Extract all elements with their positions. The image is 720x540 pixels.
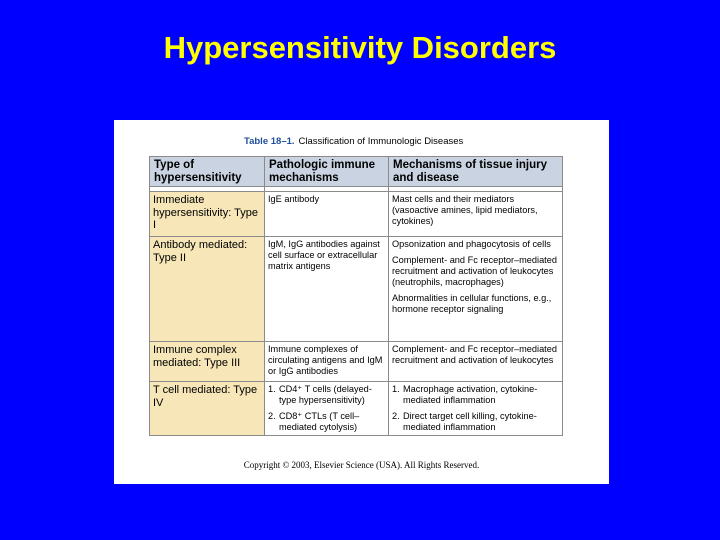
row-type: Immediate hypersensitivity: Type I (150, 192, 265, 237)
table-header-row (150, 157, 563, 187)
table-caption (244, 136, 463, 147)
row-injury (389, 237, 563, 342)
table-image-panel (114, 120, 609, 484)
table-row (150, 382, 563, 436)
injury-item: Opsonization and phagocytosis of cells (392, 239, 551, 249)
table-row (150, 237, 563, 342)
row-type: T cell mediated: Type IV (150, 382, 265, 436)
classification-table (149, 156, 563, 436)
header-injury: Mechanisms of tissue injury and disease (389, 157, 563, 187)
row-mechanism: Immune complexes of circulating antigens and IgM or IgG antibodies (265, 342, 389, 382)
injury-list-item: 2. Direct target cell killing, cytokine-mediated inflammation (392, 411, 537, 432)
injury-item: Complement- and Fc receptor–mediated recruitment and activation of leukocytes (neutrophils, macrophages) (392, 255, 557, 287)
row-type: Antibody mediated: Type II (150, 237, 265, 342)
injury-list-item: 1. Macrophage activation, cytokine-mediated inflammation (392, 384, 538, 405)
slide-title: Hypersensitivity Disorders (163, 30, 557, 65)
row-injury (389, 382, 563, 436)
row-injury (389, 192, 563, 237)
injury-item: Mast cells and their mediators (vasoactive amines, lipid mediators, cytokines) (392, 194, 538, 226)
injury-item: Complement- and Fc receptor–mediated recruitment and activation of leukocytes (392, 344, 557, 365)
header-type: Type of hypersensitivity (150, 157, 265, 187)
table-caption-text: Classification of Immunologic Diseases (298, 136, 464, 147)
injury-item: Abnormalities in cellular functions, e.g., hormone receptor signaling (392, 293, 552, 314)
row-mechanism (265, 382, 389, 436)
row-mechanism: IgM, IgG antibodies against cell surface or extracellular matrix antigens (265, 237, 389, 342)
table-number: Table 18–1. (244, 136, 295, 147)
row-type: Immune complex mediated: Type III (150, 342, 265, 382)
header-mechanism: Pathologic immune mechanisms (265, 157, 389, 187)
copyright-notice: Copyright © 2003, Elsevier Science (USA). All Rights Reserved. (243, 460, 480, 470)
mechanism-list-item: 1. CD4⁺ T cells (delayed-type hypersensitivity) (268, 384, 372, 405)
mechanism-list-item: 2. CD8⁺ CTLs (T cell–mediated cytolysis) (268, 411, 360, 432)
table-row (150, 192, 563, 237)
row-injury (389, 342, 563, 382)
table-row (150, 342, 563, 382)
row-mechanism: IgE antibody (265, 192, 389, 237)
